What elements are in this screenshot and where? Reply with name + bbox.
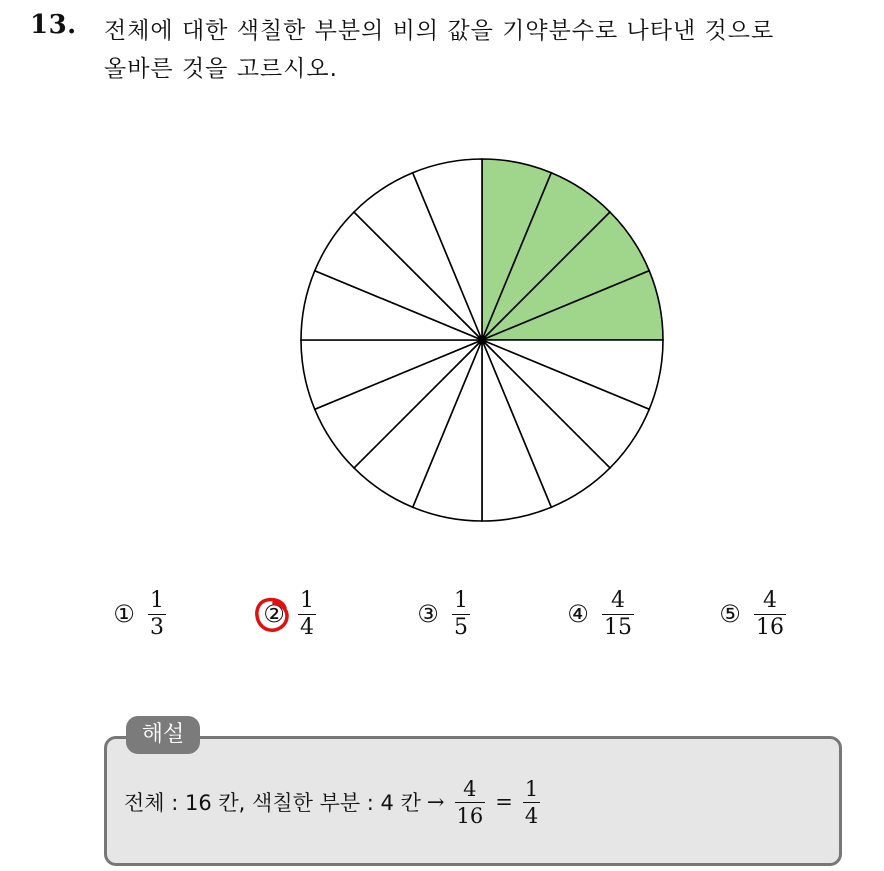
choice-3-fraction [452, 588, 470, 641]
choice-3-denominator: 5 [454, 614, 468, 640]
choice-3-numerator: 1 [454, 587, 468, 613]
pie-figure [296, 150, 668, 522]
solution-fraction-1-denominator: 16 [456, 803, 484, 828]
choice-1-numerator: 1 [150, 587, 164, 613]
choice-4-denominator: 15 [604, 614, 632, 640]
solution-fraction-1-numerator: 4 [463, 776, 477, 801]
choice-5-denominator: 16 [756, 614, 784, 640]
question-text-line-1: 전체에 대한 색칠한 부분의 비의 값을 기약분수로 나타낸 것으로 [104, 18, 775, 44]
choice-2-mark-text: ② [263, 600, 285, 628]
solution-fraction-2 [523, 776, 540, 829]
choice-3-mark: ③ [417, 600, 439, 628]
pie-center [479, 337, 485, 343]
solution-arrow: → [426, 790, 445, 814]
choice-4-numerator: 4 [611, 587, 625, 613]
choice-5-fraction [754, 588, 786, 641]
solution-equals: = [495, 790, 513, 814]
choice-2-fraction [298, 588, 316, 641]
question-number: 13. [30, 10, 77, 40]
solution-body [124, 770, 544, 834]
answer-choices [0, 582, 884, 652]
choice-2[interactable] [258, 582, 316, 646]
choice-2-numerator: 1 [300, 587, 314, 613]
choice-2-denominator: 4 [300, 614, 314, 640]
choice-5-mark: ⑤ [719, 600, 741, 628]
choice-2-mark [258, 600, 290, 628]
solution-fraction-2-denominator: 4 [524, 803, 539, 828]
choice-1-mark: ① [113, 600, 135, 628]
choice-4-mark: ④ [567, 600, 589, 628]
question-text [104, 12, 874, 88]
solution-fraction-1 [455, 776, 486, 829]
choice-1-denominator: 3 [150, 614, 164, 640]
choice-4-fraction [602, 588, 634, 641]
solution-text: 전체 : 16 칸, 색칠한 부분 : 4 칸 [124, 791, 421, 815]
solution-tab: 해설 [126, 716, 200, 754]
choice-1-fraction [148, 588, 166, 641]
question-text-line-2: 올바른 것을 고르시오. [104, 56, 338, 82]
choice-5[interactable] [714, 582, 786, 646]
choice-1[interactable] [108, 582, 166, 646]
choice-4[interactable] [562, 582, 634, 646]
solution-fraction-2-numerator: 1 [524, 776, 539, 801]
choice-5-numerator: 4 [763, 587, 777, 613]
choice-3[interactable] [412, 582, 470, 646]
